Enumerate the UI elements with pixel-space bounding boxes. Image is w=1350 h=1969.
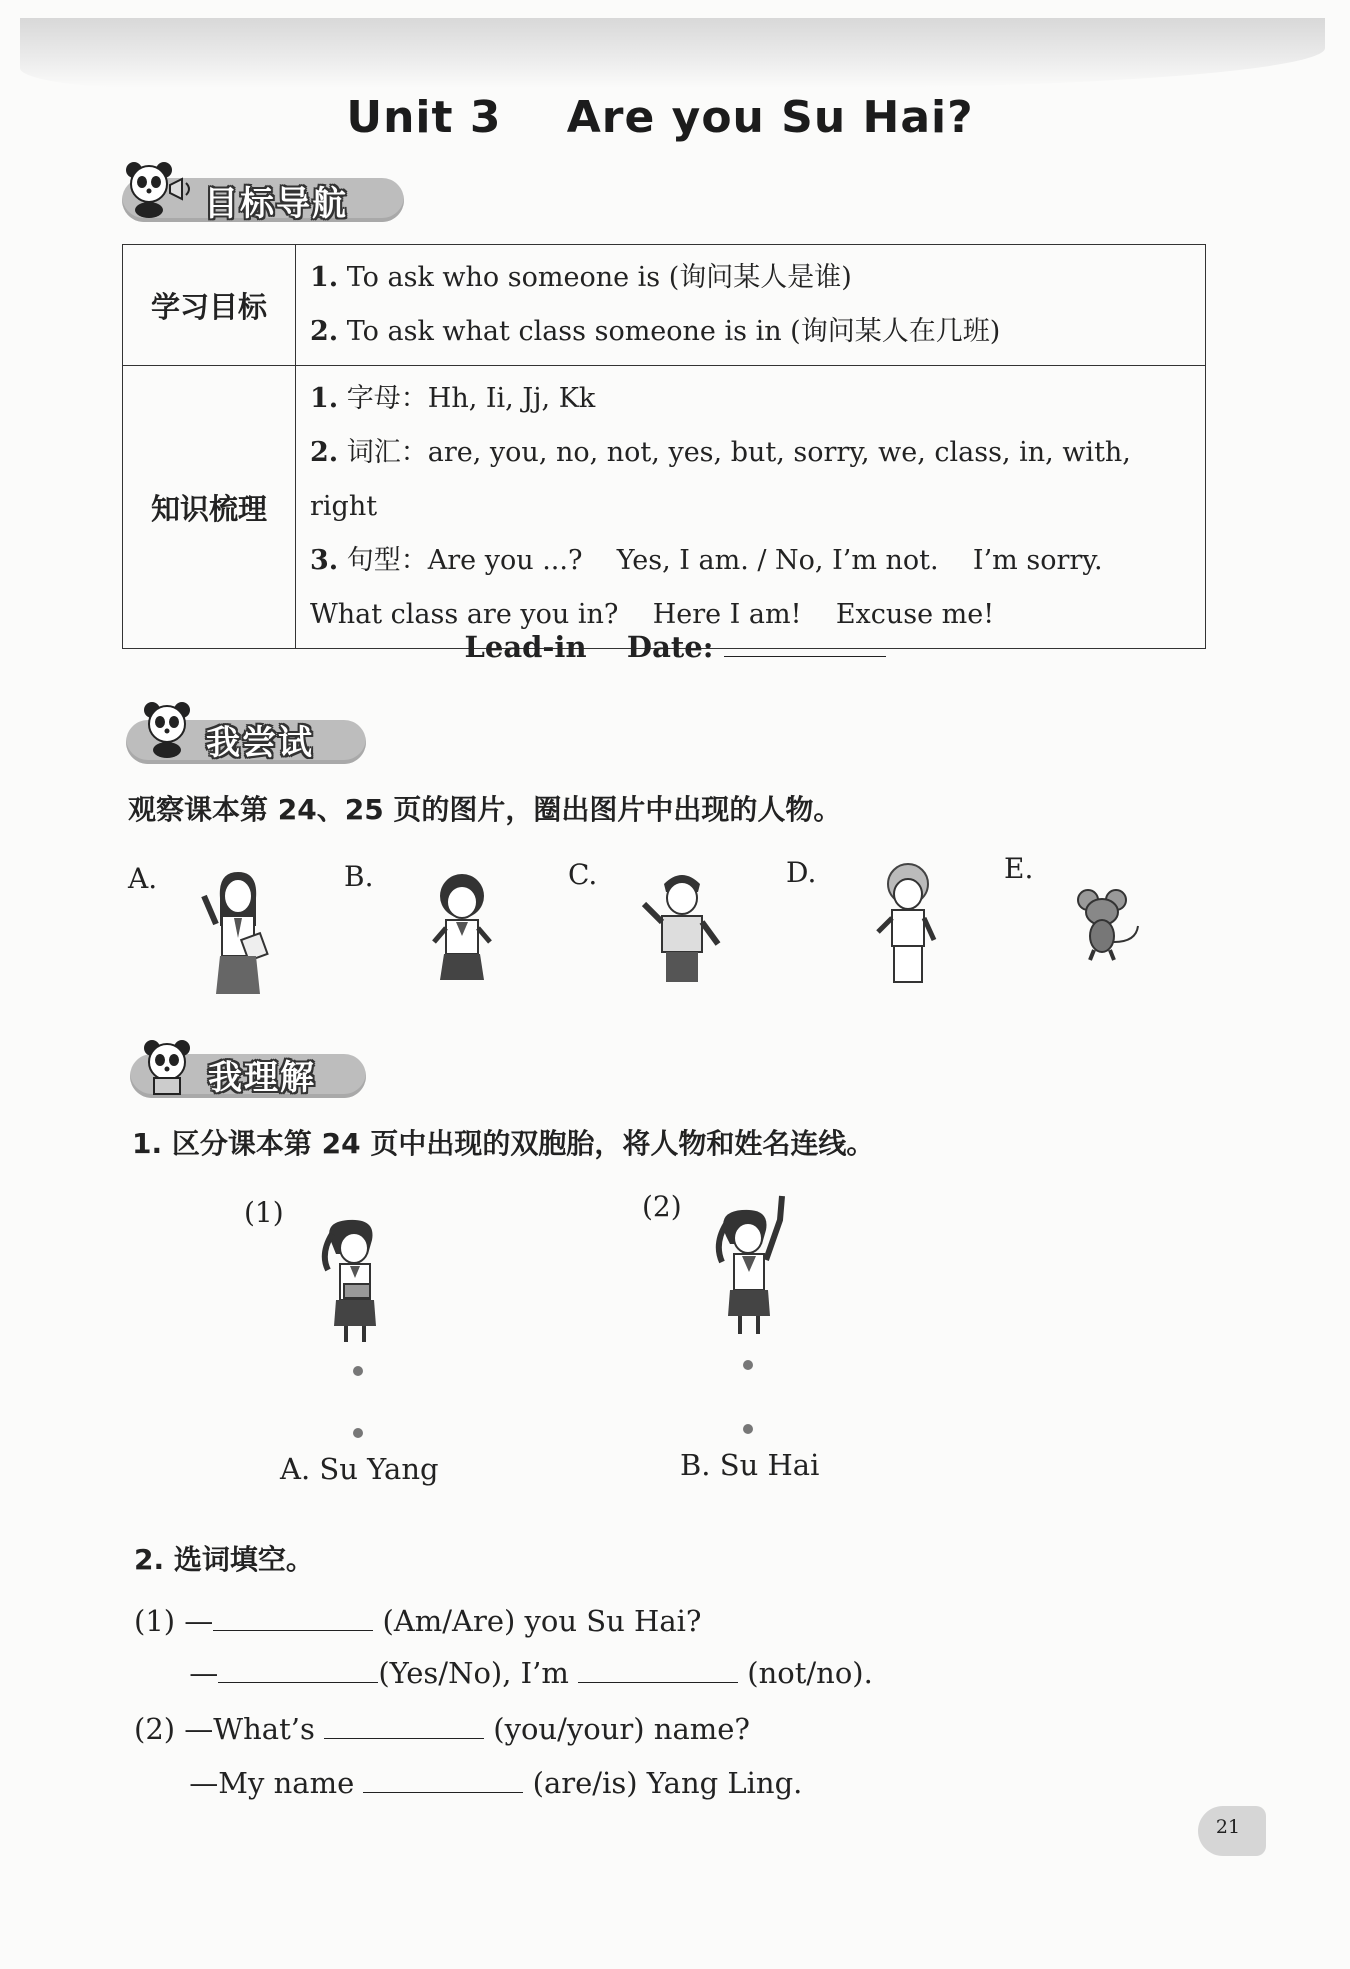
table-cell <box>296 245 1206 366</box>
table-row <box>123 245 1206 366</box>
list-item: 1. To ask who someone is (询问某人是谁) <box>310 262 852 293</box>
list-item: What class are you in? Here I am! Excuse me! <box>310 599 995 630</box>
goals-banner-label: 目标导航 <box>204 184 348 224</box>
twin-label-2: (2) <box>642 1190 682 1223</box>
option-label: D. <box>786 856 817 889</box>
twin-girl-figure-1[interactable] <box>318 1214 394 1346</box>
try-instruction: 观察课本第 24、25 页的图片，圈出图片中出现的人物。 <box>128 793 842 826</box>
panda-icon <box>140 698 194 758</box>
table-row <box>123 366 1206 649</box>
goals-table <box>122 244 1206 649</box>
girl-teacher-figure[interactable] <box>196 866 280 1000</box>
fill-line-3: (2) —What’s (you/your) name? <box>134 1712 750 1746</box>
leadin-label: Lead-in Date: <box>464 630 714 664</box>
option-label: A. <box>128 862 158 895</box>
mouse-figure[interactable] <box>1070 886 1142 962</box>
header-decoration <box>20 18 1325 88</box>
page-number: 21 <box>1215 1816 1241 1838</box>
q2-instruction: 2. 选词填空。 <box>134 1543 314 1576</box>
answer-blank[interactable] <box>218 1656 378 1683</box>
table-cell <box>296 366 1206 649</box>
list-item: 2. To ask what class someone is in (询问某人在几班) <box>310 316 1001 347</box>
twin-label-1: (1) <box>244 1196 284 1229</box>
boy-figure[interactable] <box>634 864 730 988</box>
connect-dot-bottom-2[interactable] <box>743 1424 753 1434</box>
twin-girl-figure-2[interactable] <box>712 1190 796 1340</box>
answer-blank[interactable] <box>578 1656 738 1683</box>
curly-hair-boy-figure[interactable] <box>868 860 948 990</box>
connect-dot-top-1[interactable] <box>353 1366 363 1376</box>
understand-banner-label: 我理解 <box>208 1058 316 1098</box>
girl-figure[interactable] <box>424 868 500 988</box>
connect-dot-bottom-1[interactable] <box>353 1428 363 1438</box>
name-option-b: B. Su Hai <box>680 1448 820 1482</box>
page-title: Unit 3 Are you Su Hai? <box>346 92 974 143</box>
row-header: 学习目标 <box>123 245 296 366</box>
list-item: 1. 字母：Hh, Ii, Jj, Kk <box>310 383 596 414</box>
fill-line-4: —My name (are/is) Yang Ling. <box>134 1766 803 1800</box>
connect-dot-top-2[interactable] <box>743 1360 753 1370</box>
option-label: C. <box>568 858 598 891</box>
list-item: 3. 句型：Are you ...? Yes, I am. / No, I’m not. I’m sorry. <box>310 545 1103 576</box>
answer-blank[interactable] <box>363 1766 523 1793</box>
answer-blank[interactable] <box>213 1604 373 1631</box>
date-blank[interactable] <box>724 630 886 657</box>
panda-icon <box>140 1036 194 1096</box>
q1-instruction: 1. 区分课本第 24 页中出现的双胞胎，将人物和姓名连线。 <box>132 1127 875 1160</box>
answer-blank[interactable] <box>324 1712 484 1739</box>
leadin-line <box>0 630 1350 664</box>
fill-line-1: (1) — (Am/Are) you Su Hai? <box>134 1604 702 1638</box>
name-option-a: A. Su Yang <box>280 1452 439 1486</box>
row-header: 知识梳理 <box>123 366 296 649</box>
option-label: B. <box>344 860 374 893</box>
fill-line-2: — (Yes/No), I’m (not/no). <box>134 1656 873 1690</box>
list-item: 2. 词汇：are, you, no, not, yes, but, sorry, we, class, in, with, right <box>310 437 1131 522</box>
megaphone-icon <box>168 176 196 202</box>
try-banner-label: 我尝试 <box>206 723 314 763</box>
option-label: E. <box>1004 852 1034 885</box>
